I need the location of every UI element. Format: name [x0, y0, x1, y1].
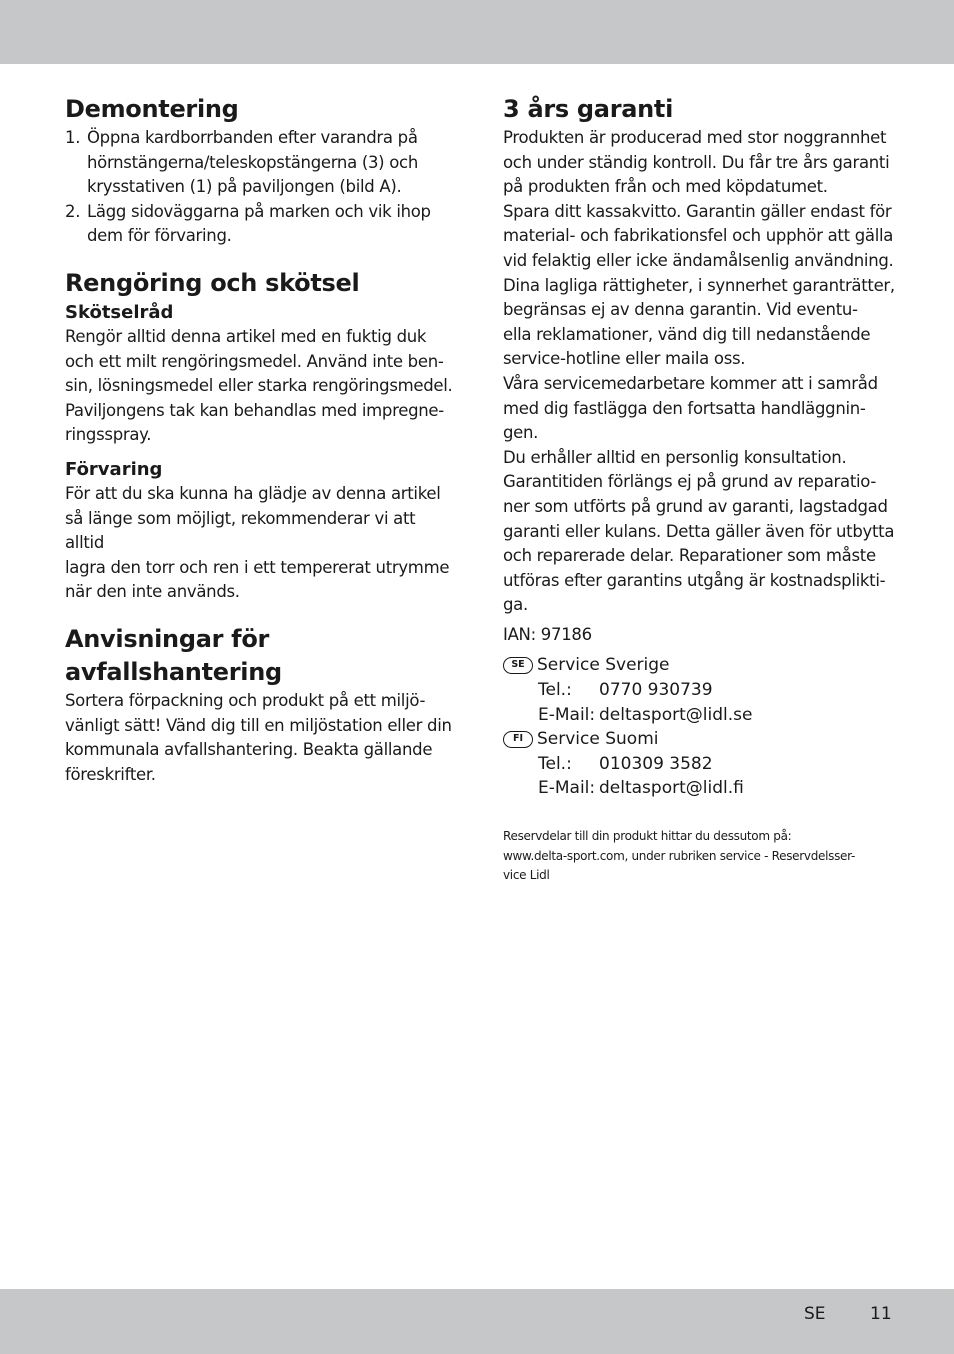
step-number: 2. — [65, 201, 81, 221]
service-contacts — [503, 653, 895, 801]
service-suomi-tel — [503, 752, 895, 777]
mail-label: E-Mail: — [538, 778, 596, 799]
tel-value: 0770 930739 — [599, 680, 713, 701]
section-demontering — [65, 93, 455, 249]
service-name: Service Sverige — [537, 655, 670, 676]
service-sverige-tel — [503, 678, 895, 703]
service-name: Service Suomi — [537, 729, 659, 750]
avfall-text: Sortera förpackning och produkt på ett miljö- vänligt sätt! Vänd dig till en miljöstation eller din kommunala avfallshantering. Beakta gällande föreskrifter. — [65, 690, 452, 784]
heading-rengoring: Rengöring och skötsel — [65, 268, 360, 297]
tel-label: Tel.: — [538, 753, 572, 774]
section-garanti — [503, 93, 895, 647]
service-sverige-row — [503, 653, 895, 678]
subheading-forvaring: Förvaring — [65, 458, 163, 480]
service-suomi-row — [503, 727, 895, 752]
garanti-text: Produkten är producerad med stor noggrannhet och under ständig kontroll. Du får tre års garanti på produkten från och med köpdatumet. Spara ditt kassakvitto. Garantin gäller endast för material- och fabrikationsfel och upphör att gälla vid felaktig eller icke ändamålsenlig användning. Dina lagliga rättigheter, i synnerhet garanträtter, begränsas ej av denna garantin. Vid eventu- ella reklamationer, vänd dig till nedanstående service-hotline eller maila oss. Våra servicemedarbetare kommer att i samråd med dig fastlägga den fortsatta handläggnin- gen. Du erhåller alltid en personlig konsultation. Garantitiden förlängs ej på grund av reparatio- ner som utförts på grund av garanti, lagstadgad garanti eller kulans. Detta gäller även för utbytta och reparerade delar. Reparationer som måste utföras efter garantins utgång är kostnadsplikti- ga. — [503, 128, 895, 615]
mail-value: deltasport@lidl.se — [599, 704, 753, 725]
left-column — [65, 93, 455, 787]
footer-language: SE — [804, 1304, 826, 1324]
header-band — [0, 0, 954, 64]
se-badge-icon: SE — [503, 657, 533, 674]
section-avfall — [65, 623, 455, 787]
step-number: 1. — [65, 128, 81, 147]
right-column — [503, 93, 895, 886]
demontering-steps — [65, 126, 455, 249]
fi-badge-icon: FI — [503, 731, 533, 748]
heading-avfall: Anvisningar för avfallshantering — [65, 624, 282, 686]
mail-value: deltasport@lidl.fi — [599, 778, 744, 799]
ian-number: IAN: 97186 — [503, 624, 592, 644]
step-text: Lägg sidoväggarna på marken och vik ihop dem för förvaring. — [87, 201, 431, 246]
service-suomi-mail — [503, 776, 895, 801]
step-text: Öppna kardborrbanden efter varandra på hörnstängerna/teleskopstängerna (3) och krysstativen (1) på paviljongen (bild A). — [87, 128, 418, 197]
heading-garanti: 3 års garanti — [503, 95, 674, 123]
heading-demontering: Demontering — [65, 95, 239, 123]
spare-parts-note: Reservdelar till din produkt hittar du dessutom på: www.delta-sport.com, under rubriken service - Reservdelsser- vice Lidl — [503, 829, 856, 883]
list-item — [65, 126, 455, 200]
service-sverige-mail — [503, 703, 895, 728]
mail-label: E-Mail: — [538, 704, 596, 725]
forvaring-text: För att du ska kunna ha glädje av denna artikel så länge som möjligt, rekommenderar vi att alltid lagra den torr och ren i ett tempererat utrymme när den inte används. — [65, 483, 450, 602]
list-item — [65, 200, 455, 249]
subheading-skotselrad: Skötselråd — [65, 301, 174, 323]
tel-label: Tel.: — [538, 680, 572, 701]
page-number: 11 — [870, 1304, 892, 1324]
section-rengoring — [65, 267, 455, 605]
tel-value: 010309 3582 — [599, 753, 713, 774]
skotselrad-text: Rengör alltid denna artikel med en fuktig duk och ett milt rengöringsmedel. Använd inte ben- sin, lösningsmedel eller starka rengöringsmedel. Paviljongens tak kan behandlas med impregne- ringsspray. — [65, 326, 453, 445]
